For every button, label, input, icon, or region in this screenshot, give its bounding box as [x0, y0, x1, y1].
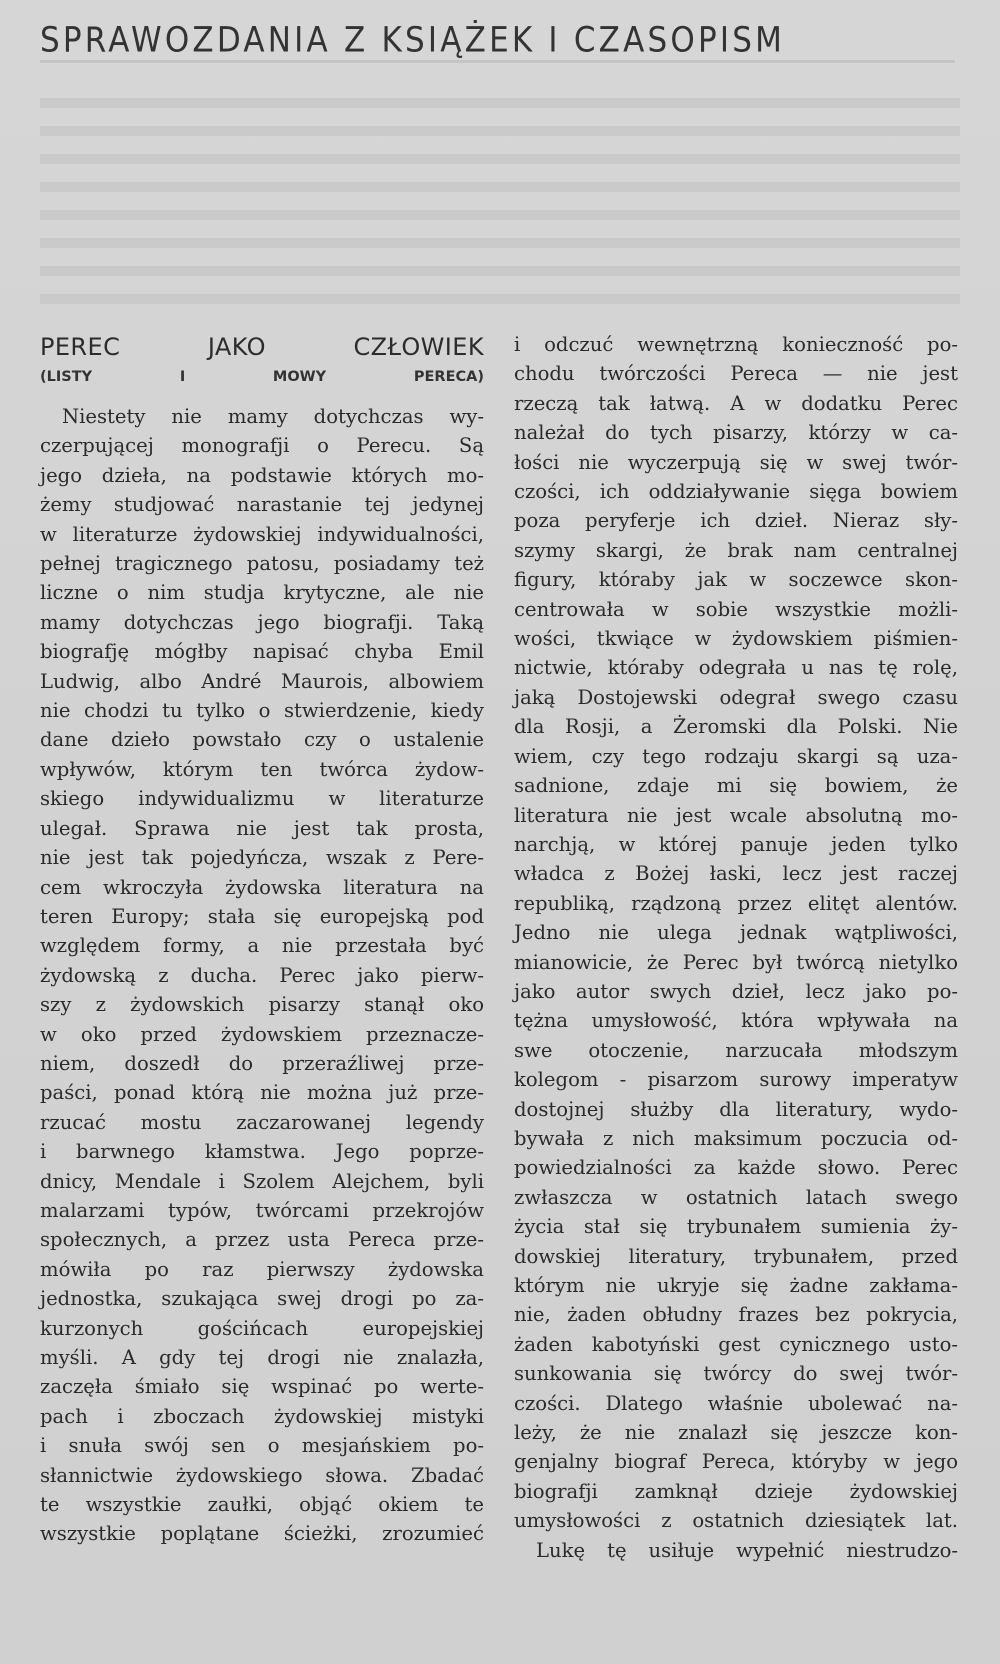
text-line: myśli. A gdy tej drogi nie znalazła,	[40, 1346, 484, 1369]
text-line: paści, ponad którą nie można już prze-	[40, 1081, 484, 1105]
text-line: mówiła po raz pierwszy żydowska	[40, 1257, 484, 1281]
text-line: republiką, rządzoną przez elitęt alentów.	[514, 891, 958, 915]
text-line: mamy dotychczas jego biografji. Taką	[40, 610, 484, 634]
text-line: w oko przed żydowskiem przeznacze-	[40, 1022, 484, 1046]
text-line: jego dzieła, na podstawie których mo-	[40, 463, 484, 487]
text-line: nie chodzi tu tylko o stwierdzenie, kiedy	[40, 699, 484, 723]
text-line: dane dzieło powstało czy o ustalenie	[40, 728, 484, 752]
text-line: umysłowości z ostatnich dziesiątek lat.	[514, 1509, 958, 1533]
text-line: sunkowania się twórcy do swej twór-	[514, 1362, 958, 1386]
text-line: wpływów, którym ten twórca żydow-	[40, 757, 484, 781]
text-line: nictwie, któraby odegrała u nas tę rolę,	[514, 656, 958, 680]
text-line: względem formy, a nie przestała być	[40, 934, 484, 958]
text-line: zwłaszcza w ostatnich latach swego	[514, 1185, 958, 1209]
text-line: żemy studjować narastanie tej jedynej	[40, 493, 484, 517]
text-line: bywała z nich maksimum poczucia od-	[514, 1126, 958, 1150]
text-line: rzucać mostu zaczarowanej legendy	[40, 1110, 484, 1134]
text-line: należał do tych pisarzy, którzy w ca-	[514, 421, 958, 445]
article-subtitle: (LISTY I MOWY PERECA)	[40, 369, 484, 385]
text-line: którym nie ukryje się żadne zakłama-	[514, 1274, 958, 1297]
text-line: wości, tkwiące w żydowskiem piśmien-	[514, 627, 958, 651]
text-line: dnicy, Mendale i Szolem Alejchem, byli	[40, 1169, 484, 1193]
text-line: Ludwig, albo André Maurois, albowiem	[40, 669, 484, 693]
bleed-through-text	[40, 88, 960, 318]
text-line: wszystkie poplątane ścieżki, zrozumieć	[40, 1522, 484, 1546]
text-line: mianowicie, że Perec był twórcą nietylko	[514, 950, 958, 974]
text-line: powiedzialności za każde słowo. Perec	[514, 1156, 958, 1180]
right-column	[514, 330, 958, 1565]
text-line: kolegom - pisarzom surowy imperatyw	[514, 1068, 958, 1092]
running-head: SPRAWOZDANIA Z KSIĄŻEK I CZASOPISM	[40, 20, 786, 61]
text-line: żydowską z ducha. Perec jako pierw-	[40, 963, 484, 987]
text-line: cem wkroczyła żydowska literatura na	[40, 875, 484, 899]
text-line: teren Europy; stała się europejską pod	[40, 904, 484, 928]
text-line: poza peryferje ich dzieł. Nieraz sły-	[514, 509, 958, 533]
text-line: żaden kabotyński gest cynicznego usto-	[514, 1332, 958, 1356]
text-line: i odczuć wewnętrzną konieczność po-	[514, 333, 958, 356]
text-line: ulegał. Sprawa nie jest tak prosta,	[40, 816, 484, 840]
text-line: Jedno nie ulega jednak wątpliwości,	[514, 921, 958, 945]
text-line: sadnione, zdaje mi się bowiem, że	[514, 774, 958, 798]
text-line: władca z Bożej łaski, lecz jest raczej	[514, 862, 958, 886]
text-line: figury, któraby jak w soczewce skon-	[514, 568, 958, 592]
text-line: w literaturze żydowskiej indywidualności,	[40, 522, 484, 546]
text-line: kurzonych gościńcach europejskiej	[40, 1316, 484, 1340]
text-line: szy z żydowskich pisarzy stanął oko	[40, 993, 484, 1017]
text-line: biografję mógłby napisać chyba Emil	[40, 640, 484, 664]
text-line: literatura nie jest wcale absolutną mo-	[514, 803, 958, 827]
text-line: centrowała w sobie wszystkie możli-	[514, 597, 958, 621]
text-line: liczne o nim studja krytyczne, ale nie	[40, 581, 484, 605]
text-line: wiem, czy tego rodzaju skargi są uza-	[514, 744, 958, 768]
text-line: i barwnego kłamstwa. Jego poprze-	[40, 1140, 484, 1164]
text-line: genjalny biograf Pereca, któryby w jego	[514, 1450, 958, 1474]
text-line: i snuła swój sen o mesjańskiem po-	[40, 1434, 484, 1458]
text-line: łości nie wyczerpują się w swej twór-	[514, 450, 958, 474]
left-column	[40, 330, 484, 1549]
text-line: społecznych, a przez usta Pereca prze-	[40, 1228, 484, 1252]
header-rule	[40, 60, 955, 63]
text-line: Lukę tę usiłuje wypełnić niestrudzo-	[536, 1538, 958, 1562]
text-line: te wszystkie zaułki, objąć okiem te	[40, 1493, 484, 1517]
text-line: życia stał się trybunałem sumienia ży-	[514, 1215, 958, 1239]
text-line: czości, ich oddziaływanie sięga bowiem	[514, 480, 958, 504]
text-line: Niestety nie mamy dotychczas wy-	[62, 405, 484, 428]
text-line: malarzami typów, twórcami przekrojów	[40, 1198, 484, 1222]
text-line: dostojnej służby dla literatury, wydo-	[514, 1097, 958, 1121]
text-line: czości. Dlatego właśnie ubolewać na-	[514, 1391, 958, 1415]
text-line: biografji zamknął dzieje żydowskiej	[514, 1479, 958, 1503]
text-line: nie jest tak pojedyńcza, wszak z Pere-	[40, 846, 484, 870]
right-column-text	[514, 330, 958, 1565]
text-line: pach i zboczach żydowskiej mistyki	[40, 1404, 484, 1428]
text-line: szymy skargi, że brak nam centralnej	[514, 538, 958, 562]
text-line: niem, doszedł do przeraźliwej prze-	[40, 1051, 484, 1075]
text-line: zaczęła śmiało się wspinać po werte-	[40, 1375, 484, 1399]
text-line: leży, że nie znalazł się jeszcze kon-	[514, 1421, 958, 1445]
text-line: jednostka, szukająca swej drogi po za-	[40, 1287, 484, 1311]
text-line: dla Rosji, a Żeromski dla Polski. Nie	[514, 715, 958, 739]
text-line: swe otoczenie, narzucała młodszym	[514, 1038, 958, 1062]
text-line: nie, żaden obłudny frazes bez pokrycia,	[514, 1303, 958, 1327]
text-line: tężna umysłowość, która wpływała na	[514, 1009, 958, 1033]
text-line: czerpującej monografji o Perecu. Są	[40, 434, 484, 458]
text-line: chodu twórczości Pereca — nie jest	[514, 362, 958, 386]
text-line: dowskiej literatury, trybunałem, przed	[514, 1244, 958, 1268]
text-line: jaką Dostojewski odegrał swego czasu	[514, 685, 958, 709]
text-line: narchją, w której panuje jeden tylko	[514, 832, 958, 856]
left-column-text	[40, 402, 484, 1549]
text-line: pełnej tragicznego patosu, posiadamy też	[40, 552, 484, 576]
text-line: słannictwie żydowskiego słowa. Zbadać	[40, 1463, 484, 1487]
text-line: rzeczą tak łatwą. A w dodatku Perec	[514, 391, 958, 415]
article-title: PEREC JAKO CZŁOWIEK	[40, 333, 484, 361]
text-line: skiego indywidualizmu w literaturze	[40, 787, 484, 811]
text-line: jako autor swych dzieł, lecz jako po-	[514, 979, 958, 1003]
